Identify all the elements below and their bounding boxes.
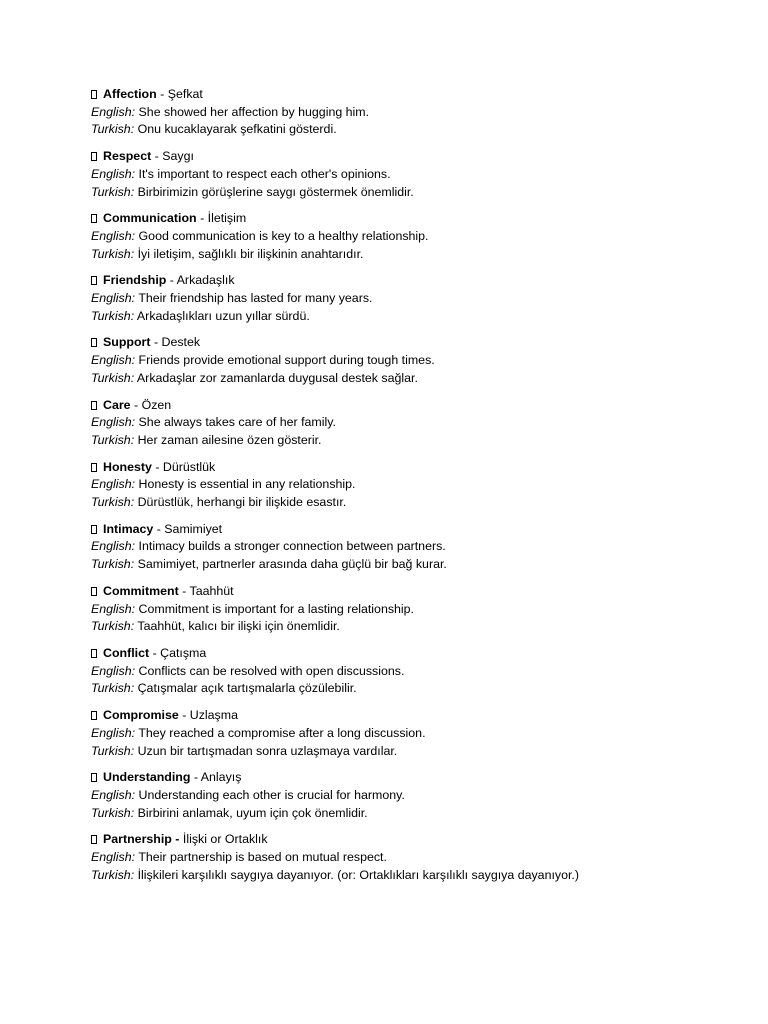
entry-translation: Özen: [141, 397, 172, 412]
turkish-sentence: Samimiyet, partnerler arasında daha güçlü bir bağ kurar.: [137, 557, 447, 572]
turkish-example: [91, 494, 731, 512]
entry-separator: -: [130, 397, 142, 412]
english-label: English:: [91, 228, 136, 243]
entry-translation: İletişim: [207, 211, 247, 226]
turkish-label: Turkish:: [91, 743, 135, 758]
english-sentence: Honesty is essential in any relationship.: [138, 477, 356, 492]
english-label: English:: [91, 477, 136, 492]
english-label: English:: [91, 787, 136, 802]
english-sentence: It's important to respect each other's opinions.: [138, 166, 391, 181]
entry-translation: Saygı: [162, 149, 194, 164]
missing-glyph-icon: [91, 773, 97, 782]
english-example: [91, 538, 731, 556]
english-sentence: Their friendship has lasted for many years.: [138, 291, 373, 306]
english-label: English:: [91, 725, 136, 740]
entry-separator: -: [153, 521, 165, 536]
entry-term: Care: [103, 397, 131, 412]
entry-term: Understanding: [103, 770, 191, 785]
turkish-label: Turkish:: [91, 867, 135, 882]
entry-term: Conflict: [103, 645, 150, 660]
missing-glyph-icon: [91, 587, 97, 596]
turkish-label: Turkish:: [91, 681, 135, 696]
vocab-entry: [91, 148, 731, 201]
english-example: [91, 352, 731, 370]
entry-separator: -: [151, 459, 163, 474]
entry-translation: Anlayış: [200, 770, 242, 785]
entry-separator: -: [178, 583, 190, 598]
vocab-entry: [91, 769, 731, 822]
entry-term: Affection: [103, 87, 157, 101]
turkish-sentence: Onu kucaklayarak şefkatini gösterdi.: [137, 122, 337, 137]
english-example: [91, 104, 731, 122]
english-example: [91, 849, 731, 867]
english-sentence: Friends provide emotional support during tough times.: [138, 353, 435, 368]
entry-term: Intimacy: [103, 521, 154, 536]
english-label: English:: [91, 850, 136, 865]
english-example: [91, 663, 731, 681]
missing-glyph-icon: [91, 152, 97, 161]
english-label: English:: [91, 539, 136, 554]
turkish-example: [91, 618, 731, 636]
english-sentence: Commitment is important for a lasting relationship.: [138, 601, 415, 616]
entry-translation: Şefkat: [167, 87, 203, 101]
entry-heading: [91, 397, 731, 415]
turkish-sentence: Birbirimizin görüşlerine saygı göstermek önemlidir.: [137, 184, 414, 199]
missing-glyph-icon: [91, 90, 97, 99]
turkish-example: [91, 184, 731, 202]
english-sentence: They reached a compromise after a long discussion.: [138, 725, 426, 740]
entry-heading: [91, 272, 731, 290]
entry-separator: -: [150, 335, 162, 350]
english-label: English:: [91, 353, 136, 368]
english-example: [91, 228, 731, 246]
turkish-example: [91, 246, 731, 264]
turkish-sentence: Birbirini anlamak, uyum için çok önemlidir.: [137, 805, 368, 820]
english-sentence: Understanding each other is crucial for harmony.: [138, 787, 405, 802]
turkish-sentence: Dürüstlük, herhangi bir ilişkide esastır.: [137, 495, 347, 510]
turkish-sentence: Her zaman ailesine özen gösterir.: [137, 432, 322, 447]
turkish-label: Turkish:: [91, 370, 135, 385]
entry-translation: Dürüstlük: [162, 459, 216, 474]
english-sentence: She showed her affection by hugging him.: [138, 104, 370, 119]
turkish-example: [91, 370, 731, 388]
entry-translation: Destek: [161, 335, 201, 350]
entry-term: Support: [103, 335, 151, 350]
turkish-example: [91, 805, 731, 823]
turkish-sentence: Arkadaşlar zor zamanlarda duygusal destek sağlar.: [136, 370, 418, 385]
english-label: English:: [91, 663, 136, 678]
turkish-label: Turkish:: [91, 557, 135, 572]
turkish-sentence: Arkadaşlıkları uzun yıllar sürdü.: [136, 308, 310, 323]
turkish-example: [91, 308, 731, 326]
entry-separator: -: [149, 645, 161, 660]
document-page: [91, 86, 731, 893]
turkish-label: Turkish:: [91, 122, 135, 137]
missing-glyph-icon: [91, 463, 97, 472]
turkish-label: Turkish:: [91, 246, 135, 261]
turkish-label: Turkish:: [91, 619, 135, 634]
english-example: [91, 290, 731, 308]
vocab-entry: [91, 334, 731, 387]
turkish-label: Turkish:: [91, 495, 135, 510]
entry-translation: Taahhüt: [189, 583, 234, 598]
vocab-entry: [91, 831, 731, 884]
vocab-entry: [91, 707, 731, 760]
vocab-entry: [91, 459, 731, 512]
turkish-label: Turkish:: [91, 184, 135, 199]
english-label: English:: [91, 104, 136, 119]
entry-separator: -: [190, 770, 201, 785]
entry-heading: [91, 645, 731, 663]
entry-heading: [91, 148, 731, 166]
entry-term: Friendship: [103, 273, 167, 288]
english-sentence: Good communication is key to a healthy relationship.: [138, 228, 429, 243]
english-label: English:: [91, 166, 136, 181]
entry-term: Compromise: [103, 708, 179, 723]
vocab-entry: [91, 86, 731, 139]
entry-heading: [91, 583, 731, 601]
entry-heading: [91, 459, 731, 477]
missing-glyph-icon: [91, 214, 97, 223]
english-sentence: Conflicts can be resolved with open discussions.: [138, 663, 405, 678]
turkish-example: [91, 121, 731, 139]
vocab-entry: [91, 272, 731, 325]
turkish-example: [91, 680, 731, 698]
entry-term: Honesty: [103, 459, 152, 474]
vocab-entry: [91, 521, 731, 574]
entry-separator: -: [178, 708, 190, 723]
entry-translation: Arkadaşlık: [176, 273, 235, 288]
entry-term: Commitment: [103, 583, 179, 598]
english-example: [91, 476, 731, 494]
english-label: English:: [91, 601, 136, 616]
vocab-entry: [91, 645, 731, 698]
missing-glyph-icon: [91, 649, 97, 658]
turkish-example: [91, 556, 731, 574]
entry-heading: [91, 831, 731, 849]
english-sentence: She always takes care of her family.: [138, 415, 336, 430]
english-example: [91, 166, 731, 184]
turkish-sentence: İlişkileri karşılıklı saygıya dayanıyor. (or: Ortaklıkları karşılıklı saygıya dayanıyor.): [137, 867, 579, 882]
english-sentence: Intimacy builds a stronger connection between partners.: [138, 539, 446, 554]
turkish-example: [91, 432, 731, 450]
turkish-sentence: Çatışmalar açık tartışmalarla çözülebilir.: [137, 681, 357, 696]
missing-glyph-icon: [91, 338, 97, 347]
vocab-entry: [91, 210, 731, 263]
english-example: [91, 414, 731, 432]
entry-separator: -: [166, 273, 177, 288]
missing-glyph-icon: [91, 711, 97, 720]
entry-heading: [91, 210, 731, 228]
entry-translation: İlişki or Ortaklık: [182, 832, 268, 847]
entry-heading: [91, 86, 731, 104]
entry-heading: [91, 334, 731, 352]
turkish-label: Turkish:: [91, 308, 135, 323]
entry-separator: -: [156, 87, 168, 101]
entry-translation: Çatışma: [160, 645, 207, 660]
missing-glyph-icon: [91, 401, 97, 410]
entry-term: Respect: [103, 149, 152, 164]
english-label: English:: [91, 415, 136, 430]
turkish-sentence: Taahhüt, kalıcı bir ilişki için önemlidir.: [137, 619, 340, 634]
turkish-example: [91, 867, 731, 885]
turkish-label: Turkish:: [91, 432, 135, 447]
turkish-example: [91, 743, 731, 761]
english-example: [91, 601, 731, 619]
entry-term: Communication: [103, 211, 197, 226]
vocab-entry: [91, 583, 731, 636]
english-sentence: Their partnership is based on mutual respect.: [138, 850, 387, 865]
turkish-sentence: İyi iletişim, sağlıklı bir ilişkinin anahtarıdır.: [137, 246, 364, 261]
entry-separator: -: [196, 211, 208, 226]
english-example: [91, 787, 731, 805]
english-example: [91, 725, 731, 743]
turkish-sentence: Uzun bir tartışmadan sonra uzlaşmaya vardılar.: [137, 743, 398, 758]
entry-heading: [91, 707, 731, 725]
entry-heading: [91, 521, 731, 539]
entry-heading: [91, 769, 731, 787]
entry-separator: -: [151, 149, 163, 164]
vocab-entry: [91, 397, 731, 450]
missing-glyph-icon: [91, 276, 97, 285]
entry-translation: Uzlaşma: [189, 708, 238, 723]
entry-term: Partnership -: [103, 832, 180, 847]
turkish-label: Turkish:: [91, 805, 135, 820]
missing-glyph-icon: [91, 525, 97, 534]
english-label: English:: [91, 291, 136, 306]
missing-glyph-icon: [91, 835, 97, 844]
entry-translation: Samimiyet: [164, 521, 223, 536]
